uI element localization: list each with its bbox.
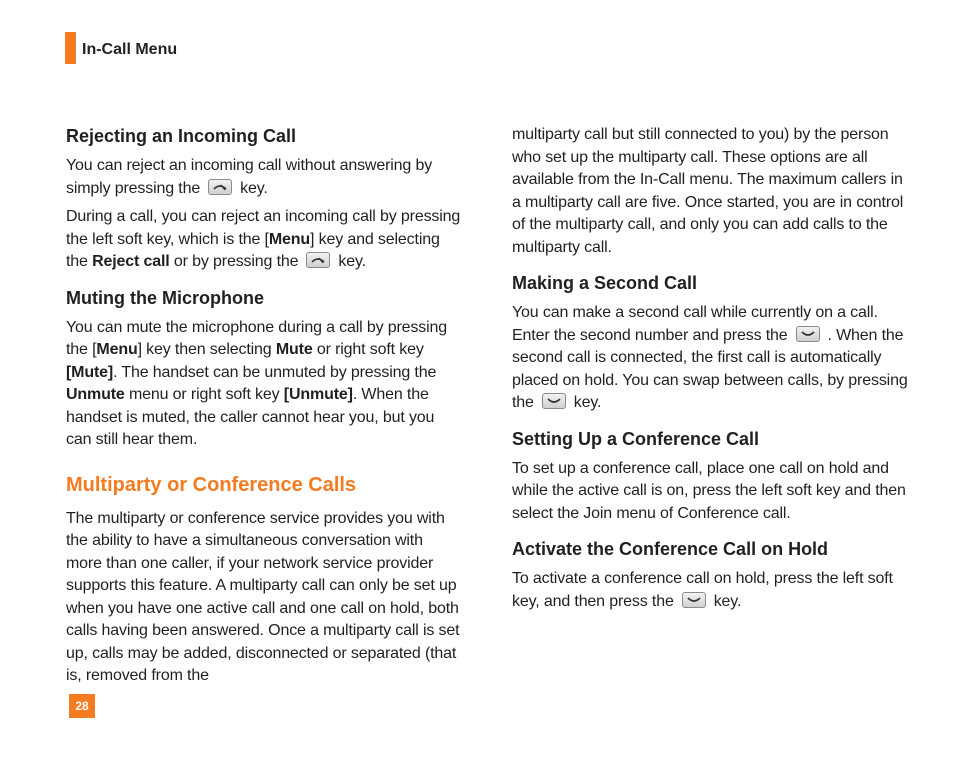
right-column xyxy=(512,124,908,619)
end-call-key-icon xyxy=(306,252,330,268)
paragraph-second-call: You can make a second call while currently on a call. Enter the second number and press the . When the second call is connected, the first call is automatically placed on hold. You can swap between calls, by pressing the key. xyxy=(512,304,908,411)
heading-rejecting-call: Rejecting an Incoming Call xyxy=(66,126,297,146)
paragraph-rejecting-2: During a call, you can reject an incoming call by pressing the left soft key, which is the [Menu] key and selecting the Reject call or by pressing the key. xyxy=(66,208,461,270)
heading-activate-conference: Activate the Conference Call on Hold xyxy=(512,539,829,559)
page-header-title: In-Call Menu xyxy=(82,41,178,58)
paragraph-multiparty-continued: multiparty call but still connected to you) by the person who set up the multiparty call. These options are all available from the In-Call menu. The maximum callers in a multiparty call are five. Once started, you are in control of the multiparty call, and only you can add calls to the multiparty call. xyxy=(512,126,904,256)
heading-setting-up-conference: Setting Up a Conference Call xyxy=(512,428,760,449)
paragraph-muting: You can mute the microphone during a call by pressing the [Menu] key then selecting Mute or right soft key [Mute]. The handset can be unmuted by pressing the Unmute menu or right soft key [Unmute]. When the handset is muted, the caller cannot hear you, but you can still hear them. xyxy=(66,318,448,448)
paragraph-activate: To activate a conference call on hold, press the left soft key, and then press the key. xyxy=(512,570,893,610)
left-column xyxy=(66,124,462,694)
send-key-icon xyxy=(542,393,566,409)
page-number-badge: 28 xyxy=(69,694,95,718)
heading-second-call: Making a Second Call xyxy=(512,273,698,293)
heading-multiparty-calls: Multiparty or Conference Calls xyxy=(66,473,357,496)
paragraph-multiparty: The multiparty or conference service provides you with the ability to have a simultaneous conversation with more than one caller, if your network service provider supports this feature. A multiparty call can only be set up when you have one active call and one call on hold, both calls having been answered. Once a multiparty call is set up, calls may be added, disconnected or separated (that is, removed from the xyxy=(66,509,460,684)
heading-muting-microphone: Muting the Microphone xyxy=(66,287,264,308)
paragraph-conference: To set up a conference call, place one call on hold and while the active call is on, press the left soft key and then select the Join menu of Conference call. xyxy=(512,459,906,522)
paragraph-rejecting-1: You can reject an incoming call without answering by simply pressing the key. xyxy=(66,157,433,197)
end-call-key-icon xyxy=(208,179,232,195)
send-key-icon xyxy=(796,326,820,342)
send-key-icon xyxy=(682,592,706,608)
header-accent-bar xyxy=(65,32,76,64)
